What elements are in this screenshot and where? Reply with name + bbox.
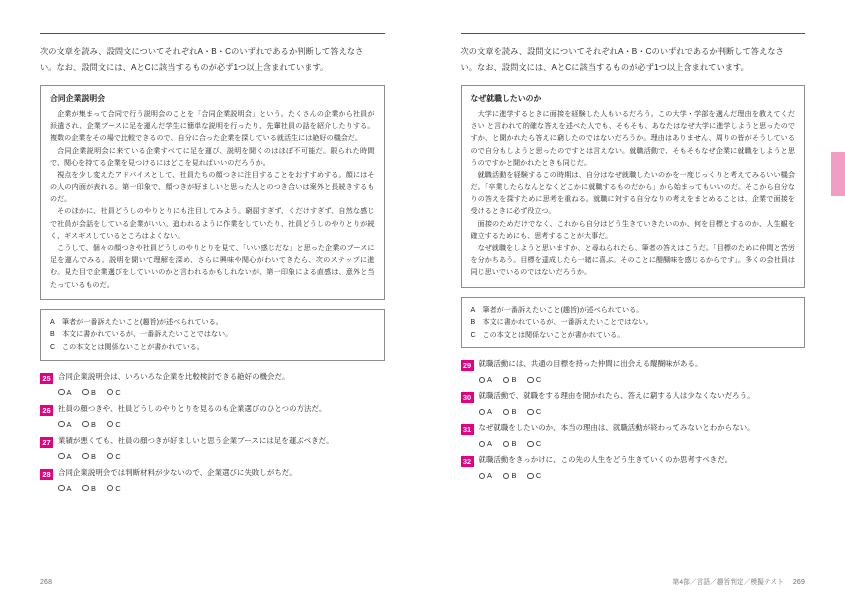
option-label: B: [511, 407, 517, 417]
page-number: 269: [792, 579, 805, 586]
option-label: B: [511, 471, 517, 481]
question-options: [58, 388, 385, 397]
criteria-text-a: 筆者が一番訴えたいこと(趣旨)が述べられている。: [62, 317, 223, 326]
criteria-key-c: C: [50, 343, 56, 352]
question-text: 業績が悪くても、社員の顔つきが好ましいと思う企業ブースには足を運ぶべきだ。: [58, 435, 334, 445]
option-c[interactable]: [107, 388, 121, 397]
instructions-line-1: 次の文章を読み、設問文についてそれぞれA・B・Cのいずれであるか判断して答えなさ: [460, 47, 784, 56]
option-label: C: [115, 483, 121, 493]
right-passage-paragraph-3: 面接のためだけでなく、これから自分はどう生きていきたいのか、何を目標とするのか、人生観を確立するためにも、思考することが大事だ。: [470, 219, 795, 240]
section-tab: [831, 152, 845, 196]
option-label: A: [66, 451, 72, 461]
option-a[interactable]: [479, 407, 492, 416]
option-label: C: [535, 407, 542, 417]
option-label: A: [487, 471, 492, 481]
radio-icon[interactable]: [503, 377, 510, 384]
option-label: C: [535, 439, 542, 449]
option-label: A: [66, 419, 72, 429]
radio-icon[interactable]: [503, 409, 510, 416]
right-passage-paragraph-2: 就職活動を経験するこの時期は、自分はなぜ就職したいのかを一度じっくりと考えてみるいい機会だ。「卒業したらなんとなくどこかに就職するものだから」から始まってもいいのだ。そこから自分なりの答えを探すために思考を重ねる。就職に対する自分なりの考えをまとめることは、企業で面接を受けるときに必ず役立つ。: [470, 170, 795, 216]
criteria-key-a: A: [470, 305, 476, 314]
option-b[interactable]: [503, 375, 516, 384]
question-text: 就職活動をきっかけに、この先の人生をどう生きていくのか思考すべきだ。: [478, 455, 733, 465]
question-text: 社員の顔つきや、社員どうしのやりとりを見るのも企業選びのひとつの方法だ。: [58, 403, 327, 413]
question-item: [40, 404, 385, 429]
criteria-item-b: [471, 316, 796, 329]
question-number-badge: 25: [40, 373, 53, 384]
question-text: 就職活動で、就職をする理由を聞かれたら、答えに窮する人は少なくないだろう。: [478, 391, 755, 401]
option-a[interactable]: [479, 375, 492, 384]
question-text: 就職活動には、共通の目標を持った仲間に出会える醍醐味がある。: [478, 359, 703, 369]
right-instructions: [461, 44, 806, 76]
right-passage-box: [461, 85, 806, 288]
question-head: [461, 359, 806, 371]
question-options: [58, 484, 385, 493]
right-criteria-box: [461, 297, 806, 349]
question-item: [461, 455, 806, 480]
option-c[interactable]: [527, 439, 541, 448]
radio-icon[interactable]: [527, 409, 534, 416]
question-head: [40, 404, 385, 416]
question-number-badge: 32: [461, 456, 474, 467]
option-b[interactable]: [503, 407, 516, 416]
radio-icon[interactable]: [527, 377, 534, 384]
right-question-list: [461, 359, 806, 480]
right-page-footer: [673, 576, 805, 586]
left-passage-paragraph-4: そのほかに、社員どうしのやりとりにも注目してみよう。窮屈すぎず、くだけすぎず、自然な感じで社員が会話をしている企業がいい。追われるように作業をしていたり、社員どうしのやりとりが続く、ギスギスしているところはよくない。: [50, 207, 375, 240]
left-passage-title: 合同企業説明会: [50, 93, 106, 103]
option-b[interactable]: [503, 439, 516, 448]
option-b[interactable]: [82, 452, 95, 461]
question-item: [461, 423, 806, 448]
option-label: B: [90, 419, 96, 429]
left-passage-paragraph-5: こうして、個々の顔つきや社員どうしのやりとりを見て、「いい感じだな」と思った企業のブースに足を運んでみる。説明を聞いて理解を深め、さらに興味や関心がわいてきたら、次のステップに進む。見た目で企業選びをしていいのかと言われるかもしれないが、第一印象による直感は、意外と当たっているものだ。: [50, 244, 375, 289]
option-label: C: [535, 471, 542, 481]
radio-icon[interactable]: [479, 409, 486, 416]
question-options: [479, 407, 806, 416]
option-label: A: [487, 407, 492, 417]
left-instructions: [40, 44, 385, 76]
question-head: [40, 468, 385, 480]
question-head: [461, 391, 806, 403]
criteria-text-b: 本文に書かれているが、一番訴えたいことではない。: [482, 318, 653, 327]
question-text: なぜ就職をしたいのか、本当の理由は、就職活動が終わってみないとわからない。: [478, 423, 755, 433]
option-label: B: [90, 387, 96, 397]
right-passage-paragraph-4: なぜ就職をしようと思いますか、と尋ねられたら、筆者の答えはこうだ。「目標のために仲間と苦労を分かちあう。目標を達成したら一緒に喜ぶ。そのことに醍醐味を感じるからです」。多くの会社員は同じ思いでいるのではないだろうか。: [470, 244, 795, 277]
radio-icon[interactable]: [479, 441, 486, 448]
criteria-key-b: B: [50, 330, 55, 339]
question-number-badge: 27: [40, 437, 53, 448]
radio-icon[interactable]: [503, 441, 510, 448]
criteria-item-c: [471, 329, 796, 342]
option-label: C: [115, 451, 121, 461]
criteria-key-b: B: [470, 318, 476, 327]
left-question-list: [40, 372, 385, 493]
question-head: [461, 423, 806, 435]
radio-icon[interactable]: [82, 485, 89, 492]
chapter-label: 第4部／言語／趣旨判定／模擬テスト: [672, 579, 784, 586]
criteria-item-c: [50, 341, 375, 354]
option-label: C: [535, 375, 542, 385]
right-page: [423, 0, 845, 600]
accent-rule: [40, 33, 385, 34]
criteria-item-b: [50, 328, 375, 341]
radio-icon[interactable]: [107, 485, 114, 492]
radio-icon[interactable]: [58, 453, 65, 460]
radio-icon[interactable]: [58, 485, 65, 492]
option-label: A: [66, 483, 72, 493]
option-b[interactable]: [82, 388, 95, 397]
criteria-text-c: この本文とは関係ないことが書かれている。: [482, 330, 625, 339]
question-item: [40, 468, 385, 493]
option-c[interactable]: [107, 452, 121, 461]
option-a[interactable]: [58, 388, 71, 397]
question-options: [479, 439, 806, 448]
option-label: A: [487, 439, 492, 449]
radio-icon[interactable]: [82, 453, 89, 460]
left-passage-box: [40, 85, 385, 300]
criteria-key-a: A: [50, 317, 55, 326]
option-c[interactable]: [107, 484, 121, 493]
criteria-text-b: 本文に書かれているが、一番訴えたいことではない。: [62, 330, 233, 339]
radio-icon[interactable]: [82, 421, 89, 428]
option-c[interactable]: [527, 375, 541, 384]
instructions-line-1: 次の文章を読み、設問文についてそれぞれA・B・Cのいずれであるか判断して答えなさ: [40, 47, 364, 56]
page-number: 268: [40, 579, 53, 586]
radio-icon[interactable]: [479, 473, 486, 480]
instructions-line-2: い。なお、設問文には、AとCに該当するものが必ず1つ以上含まれています。: [40, 62, 329, 72]
radio-icon[interactable]: [58, 389, 65, 396]
criteria-item-a: [471, 304, 796, 317]
question-number-badge: 26: [40, 405, 53, 416]
criteria-text-c: この本文とは関係ないことが書かれている。: [62, 343, 204, 352]
option-b[interactable]: [82, 420, 95, 429]
option-label: B: [511, 439, 517, 449]
question-item: [40, 436, 385, 461]
left-passage-paragraph-2: 合同企業説明会に来ている企業すべてに足を運び、説明を聞くのはほぼ不可能だ。限られた時間で、関心を持てる企業を見つけるにはどこを見ればいいのだろうか。: [50, 146, 375, 167]
radio-icon[interactable]: [479, 377, 486, 384]
question-item: [40, 372, 385, 397]
question-item: [461, 359, 806, 384]
option-label: C: [115, 387, 121, 397]
option-c[interactable]: [107, 420, 121, 429]
right-page-content: [461, 0, 806, 480]
question-number-badge: 30: [461, 392, 474, 403]
radio-icon[interactable]: [58, 421, 65, 428]
option-a[interactable]: [479, 439, 492, 448]
question-options: [479, 375, 806, 384]
question-number-badge: 31: [461, 424, 474, 435]
option-b[interactable]: [503, 471, 516, 480]
option-c[interactable]: [527, 407, 541, 416]
question-item: [461, 391, 806, 416]
option-label: B: [511, 375, 517, 385]
radio-icon[interactable]: [107, 389, 114, 396]
option-label: C: [115, 419, 121, 429]
criteria-key-c: C: [470, 330, 476, 339]
left-criteria-box: [40, 309, 385, 361]
option-label: B: [90, 483, 96, 493]
option-b[interactable]: [82, 484, 95, 493]
option-a[interactable]: [58, 452, 71, 461]
question-number-badge: 28: [40, 469, 53, 480]
instructions-line-2: い。なお、設問文には、AとCに該当するものが必ず1つ以上含まれています。: [460, 62, 749, 72]
question-text: 合同企業説明会では判断材料が少ないので、企業選びに失敗しがちだ。: [58, 467, 297, 477]
option-a[interactable]: [479, 471, 492, 480]
right-passage-paragraph-1: 大学に進学するときに面接を経験した人もいるだろう。この大学・学部を選んだ理由を教えてください と言われて的確な答えを述べた人でも、そもそも、あなたはなぜ大学に進学しようと思ったのですか、と聞かれたら答えに窮したのではないだろうか。理由はありません、周りの皆がそうしているので自分もしようと思ったのですとは言えない。就職活動で、そもそもなぜ企業に就職をしようと思うのですかと聞かれたときも同じだ。: [470, 109, 795, 167]
option-a[interactable]: [58, 420, 71, 429]
criteria-item-a: [50, 316, 375, 329]
option-label: B: [90, 451, 96, 461]
accent-rule: [461, 33, 806, 34]
right-passage-title: なぜ就職したいのか: [470, 93, 542, 103]
radio-icon[interactable]: [527, 441, 534, 448]
left-page-content: [40, 0, 385, 493]
left-page-footer: [40, 579, 52, 586]
radio-icon[interactable]: [107, 453, 114, 460]
question-options: [58, 420, 385, 429]
left-passage-paragraph-3: 視点を少し変えたアドバイスとして、社員たちの顔つきに注目することをおすすめする。顔にはその人の内面が表れる。第一印象で、顔つきが好ましいと思った人とのつき合いは案外と長続きするものだ。: [50, 170, 375, 204]
question-options: [479, 471, 806, 480]
radio-icon[interactable]: [527, 473, 534, 480]
option-label: A: [487, 375, 492, 385]
option-a[interactable]: [58, 484, 71, 493]
left-passage-paragraph-1: 企業が集まって合同で行う説明会のことを「合同企業説明会」という。たくさんの企業から社員が派遣され、企業ブースに足を運んだ学生に簡単な説明を行ったり、先輩社員の話を紹介したりする。複数の企業をその場で比較できるので、自分に合った企業を探している就活生には絶好の機会だ。: [50, 109, 375, 143]
radio-icon[interactable]: [107, 421, 114, 428]
question-text: 合同企業説明会は、いろいろな企業を比較検討できる絶好の機会だ。: [58, 371, 290, 381]
option-label: A: [66, 387, 72, 397]
option-c[interactable]: [527, 471, 541, 480]
question-head: [40, 436, 385, 448]
radio-icon[interactable]: [503, 473, 510, 480]
question-number-badge: 29: [461, 360, 474, 371]
question-head: [40, 372, 385, 384]
criteria-text-a: 筆者が一番訴えたいこと(趣旨)が述べられている。: [482, 305, 644, 314]
question-options: [58, 452, 385, 461]
radio-icon[interactable]: [82, 389, 89, 396]
question-head: [461, 455, 806, 467]
